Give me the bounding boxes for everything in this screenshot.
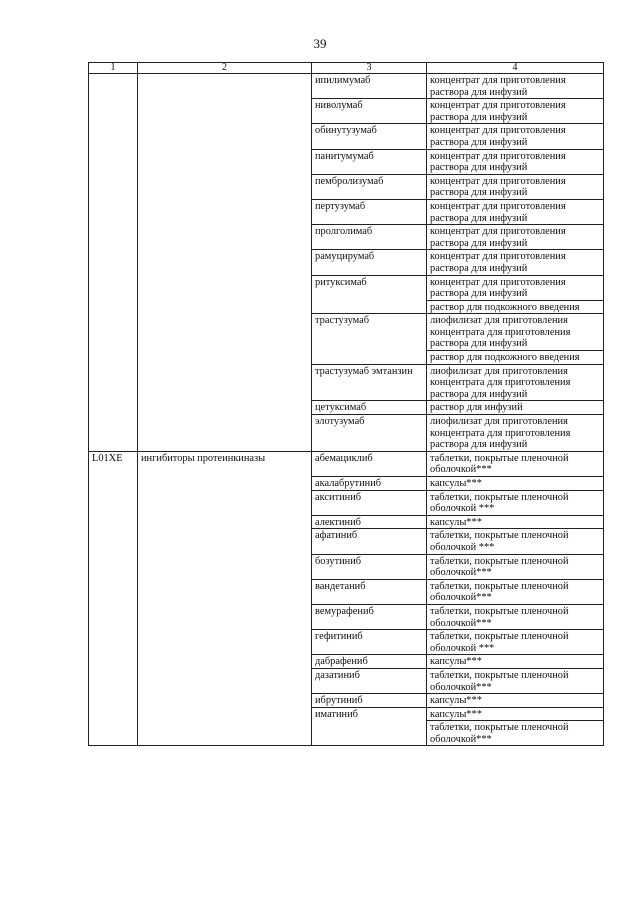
drug-name-cell: афатиниб [312,529,427,554]
atc-code-cell [89,74,138,452]
dosage-form-cell: капсулы*** [427,477,604,491]
drug-name-cell: панитумумаб [312,149,427,174]
drug-table [88,62,604,746]
drug-name-cell: алектиниб [312,515,427,529]
dosage-form-cell: капсулы*** [427,694,604,708]
dosage-form-cell: раствор для подкожного введения [427,300,604,314]
drug-name-cell: ритуксимаб [312,275,427,314]
dosage-form-cell: раствор для подкожного введения [427,351,604,365]
dosage-form-cell: лиофилизат для приготовления концентрата для приготовления раствора для инфузий [427,314,604,351]
drug-name-cell: акалабрутиниб [312,477,427,491]
dosage-form-cell: таблетки, покрытые пленочной оболочкой*** [427,451,604,476]
drug-name-cell: акситиниб [312,490,427,515]
drug-name-cell: бозутиниб [312,554,427,579]
drug-name-cell: дабрафениб [312,655,427,669]
dosage-form-cell: таблетки, покрытые пленочной оболочкой *** [427,490,604,515]
dosage-form-cell: лиофилизат для приготовления концентрата для приготовления раствора для инфузий [427,364,604,401]
dosage-form-cell: концентрат для приготовления раствора для инфузий [427,225,604,250]
dosage-form-cell: концентрат для приготовления раствора для инфузий [427,74,604,99]
atc-group-cell: ингибиторы протеинкиназы [138,451,312,746]
dosage-form-cell: концентрат для приготовления раствора для инфузий [427,149,604,174]
dosage-form-cell: капсулы*** [427,707,604,721]
drug-name-cell: пембролизумаб [312,174,427,199]
dosage-form-cell: раствор для инфузий [427,401,604,415]
drug-name-cell: трастузумаб [312,314,427,364]
drug-name-cell: гефитиниб [312,630,427,655]
drug-name-cell: элотузумаб [312,415,427,452]
drug-name-cell: ибрутиниб [312,694,427,708]
dosage-form-cell: капсулы*** [427,655,604,669]
header-cell-3: 3 [312,63,427,74]
atc-group-cell [138,74,312,452]
drug-name-cell: вемурафениб [312,604,427,629]
header-cell-1: 1 [89,63,138,74]
dosage-form-cell: таблетки, покрытые пленочной оболочкой *** [427,529,604,554]
table-row [89,74,604,99]
drug-name-cell: абемациклиб [312,451,427,476]
dosage-form-cell: таблетки, покрытые пленочной оболочкой*** [427,554,604,579]
dosage-form-cell: таблетки, покрытые пленочной оболочкой*** [427,604,604,629]
dosage-form-cell: лиофилизат для приготовления концентрата для приготовления раствора для инфузий [427,415,604,452]
drug-name-cell: пертузумаб [312,199,427,224]
drug-name-cell: дазатиниб [312,668,427,693]
drug-name-cell: ниволумаб [312,99,427,124]
dosage-form-cell: таблетки, покрытые пленочной оболочкой*** [427,668,604,693]
drug-name-cell: трастузумаб эмтанзин [312,364,427,401]
dosage-form-cell: таблетки, покрытые пленочной оболочкой *** [427,630,604,655]
dosage-form-cell: концентрат для приготовления раствора для инфузий [427,99,604,124]
atc-code-cell: L01XE [89,451,138,746]
dosage-form-cell: таблетки, покрытые пленочной оболочкой*** [427,579,604,604]
dosage-form-cell: концентрат для приготовления раствора для инфузий [427,174,604,199]
table-row [89,451,604,476]
drug-name-cell: иматиниб [312,707,427,746]
drug-name-cell: вандетаниб [312,579,427,604]
drug-name-cell: обинутузумаб [312,124,427,149]
dosage-form-cell: концентрат для приготовления раствора для инфузий [427,250,604,275]
dosage-form-cell: концентрат для приготовления раствора для инфузий [427,124,604,149]
dosage-form-cell: таблетки, покрытые пленочной оболочкой*** [427,721,604,746]
drug-name-cell: рамуцирумаб [312,250,427,275]
header-cell-2: 2 [138,63,312,74]
header-row [89,63,604,74]
drug-name-cell: цетуксимаб [312,401,427,415]
drug-name-cell: ипилимумаб [312,74,427,99]
dosage-form-cell: капсулы*** [427,515,604,529]
page-number: 39 [313,36,327,51]
dosage-form-cell: концентрат для приготовления раствора для инфузий [427,275,604,300]
dosage-form-cell: концентрат для приготовления раствора для инфузий [427,199,604,224]
drug-name-cell: пролголимаб [312,225,427,250]
header-cell-4: 4 [427,63,604,74]
